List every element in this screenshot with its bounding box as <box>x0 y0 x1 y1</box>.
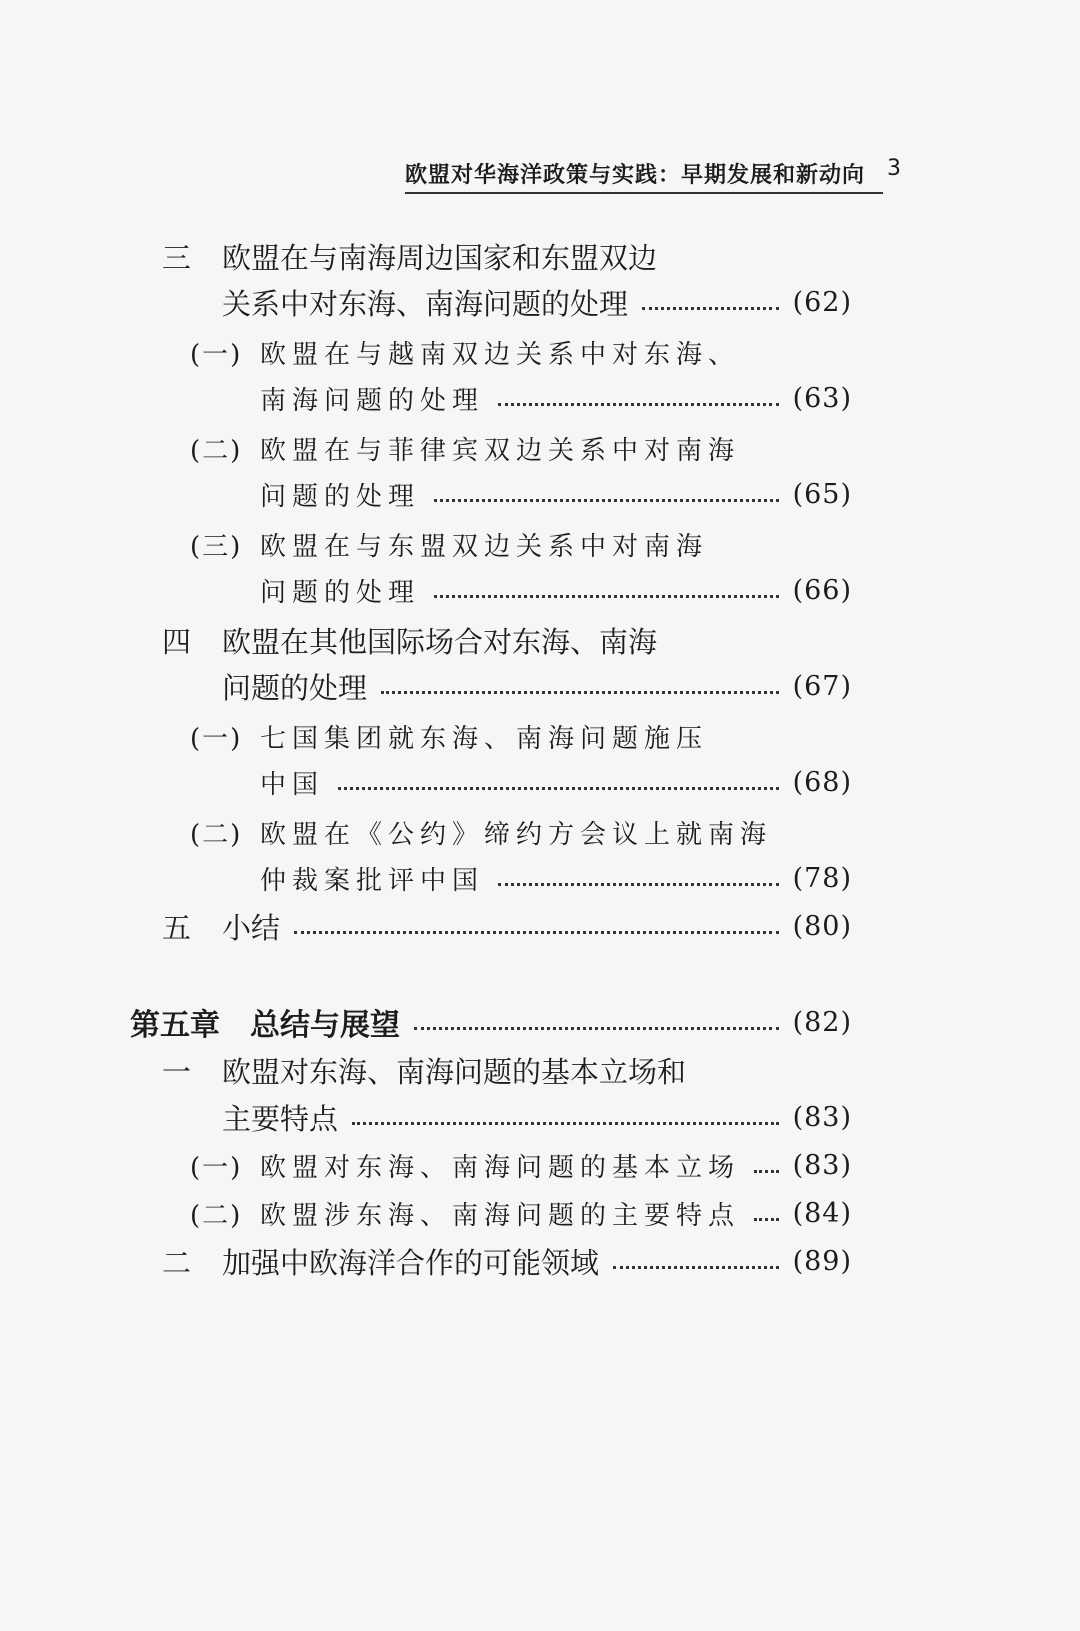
toc-entry-title-cont: 问题的处理 <box>222 670 368 705</box>
toc-entry-line[interactable] <box>162 620 657 660</box>
dot-leader <box>498 403 779 406</box>
dot-leader <box>754 1170 779 1173</box>
toc-entry-title: 欧盟在其他国际场合对东海、南海 <box>222 624 658 659</box>
toc-entry-line[interactable] <box>162 236 657 276</box>
header-rule <box>405 192 883 194</box>
toc-page-number: (83) <box>792 1149 852 1181</box>
toc-entry-line[interactable] <box>190 428 740 468</box>
toc-entry-line[interactable] <box>260 762 852 802</box>
toc-entry-line[interactable] <box>162 1241 852 1281</box>
dot-leader <box>642 307 779 310</box>
toc-page-number: (83) <box>792 1101 852 1133</box>
toc-entry-title-cont: 问题的处理 <box>260 577 421 608</box>
toc-entry-title: 七国集团就东海、南海问题施压 <box>260 723 709 754</box>
toc-entry-line[interactable] <box>222 666 852 706</box>
toc-entry-number: (二) <box>190 435 243 466</box>
toc-entry-title: 欧盟在与南海周边国家和东盟双边 <box>222 240 658 275</box>
toc-page-number: (62) <box>792 286 852 318</box>
dot-leader <box>434 499 779 502</box>
toc-entry-line[interactable] <box>162 906 852 946</box>
toc-entry-number: 四 <box>162 624 192 659</box>
toc-entry-line[interactable] <box>260 570 852 610</box>
running-header-title: 欧盟对华海洋政策与实践：早期发展和新动向 <box>405 163 866 188</box>
toc-entry-line[interactable] <box>190 1193 852 1233</box>
toc-entry-title: 欧盟在与越南双边关系中对东海、 <box>260 339 741 370</box>
dot-leader <box>294 931 779 934</box>
toc-page-number: (80) <box>792 910 852 942</box>
toc-entry-title-cont: 南海问题的处理 <box>260 385 485 416</box>
toc-entry-number: (一) <box>190 339 243 370</box>
toc-entry-number: 三 <box>162 240 192 275</box>
toc-entry-number: 一 <box>162 1054 192 1089</box>
toc-chapter-title: 总结与展望 <box>250 1008 400 1043</box>
toc-page-number: (78) <box>792 862 852 894</box>
toc-entry-number: 二 <box>162 1245 192 1280</box>
toc-page-number: (66) <box>792 574 852 606</box>
toc-entry-title-cont: 关系中对东海、南海问题的处理 <box>222 286 629 321</box>
toc-entry-title: 欧盟在与菲律宾双边关系中对南海 <box>260 435 741 466</box>
toc-entry-title: 欧盟在与东盟双边关系中对南海 <box>260 531 709 562</box>
running-header <box>405 150 965 194</box>
toc-entry-line[interactable] <box>260 378 852 418</box>
toc-entry-number: (二) <box>190 819 243 850</box>
dot-leader <box>613 1266 779 1269</box>
toc-page-number: (68) <box>792 766 852 798</box>
toc-page-number: (84) <box>792 1197 852 1229</box>
toc-entry-line[interactable] <box>190 524 708 564</box>
dot-leader <box>338 787 779 790</box>
toc-page-number: (67) <box>792 670 852 702</box>
toc-entry-line[interactable] <box>162 1050 686 1090</box>
toc-entry-number: (三) <box>190 531 243 562</box>
toc-entry-number: (一) <box>190 1152 243 1183</box>
dot-leader <box>352 1122 779 1125</box>
dot-leader <box>754 1218 779 1221</box>
toc-entry-title-cont: 中国 <box>260 769 325 800</box>
toc-chapter-line[interactable] <box>130 1002 852 1042</box>
toc-entry-title-cont: 仲裁案批评中国 <box>260 865 485 896</box>
toc-page-number: (82) <box>792 1006 852 1038</box>
toc-entry-line[interactable] <box>222 1097 852 1137</box>
toc-entry-line[interactable] <box>260 858 852 898</box>
dot-leader <box>381 691 779 694</box>
toc-entry-title: 欧盟对东海、南海问题的基本立场和 <box>222 1054 687 1089</box>
toc-entry-title-cont: 问题的处理 <box>260 481 421 512</box>
dot-leader <box>434 595 779 598</box>
toc-entry-title: 小结 <box>222 910 281 945</box>
toc-entry-line[interactable] <box>190 716 708 756</box>
toc-entry-number: (二) <box>190 1200 243 1231</box>
toc-entry-title-cont: 主要特点 <box>222 1101 339 1136</box>
dot-leader <box>414 1027 779 1030</box>
toc-chapter-number: 第五章 <box>130 1008 220 1043</box>
toc-entry-line[interactable] <box>190 332 740 372</box>
toc-entry-title: 加强中欧海洋合作的可能领域 <box>222 1245 600 1280</box>
toc-entry-title: 欧盟在《公约》缔约方会议上就南海 <box>260 819 773 850</box>
toc-entry-line[interactable] <box>190 1145 852 1185</box>
toc-page-number: (63) <box>792 382 852 414</box>
toc-entry-title: 欧盟涉东海、南海问题的主要特点 <box>260 1200 741 1231</box>
page-number: 3 <box>887 156 901 181</box>
toc-entry-line[interactable] <box>260 474 852 514</box>
toc-entry-title: 欧盟对东海、南海问题的基本立场 <box>260 1152 741 1183</box>
toc-entry-number: (一) <box>190 723 243 754</box>
dot-leader <box>498 883 779 886</box>
toc-entry-line[interactable] <box>222 282 852 322</box>
toc-page-number: (89) <box>792 1245 852 1277</box>
toc-entry-line[interactable] <box>190 812 772 852</box>
toc-entry-number: 五 <box>162 910 192 945</box>
toc-page-number: (65) <box>792 478 852 510</box>
